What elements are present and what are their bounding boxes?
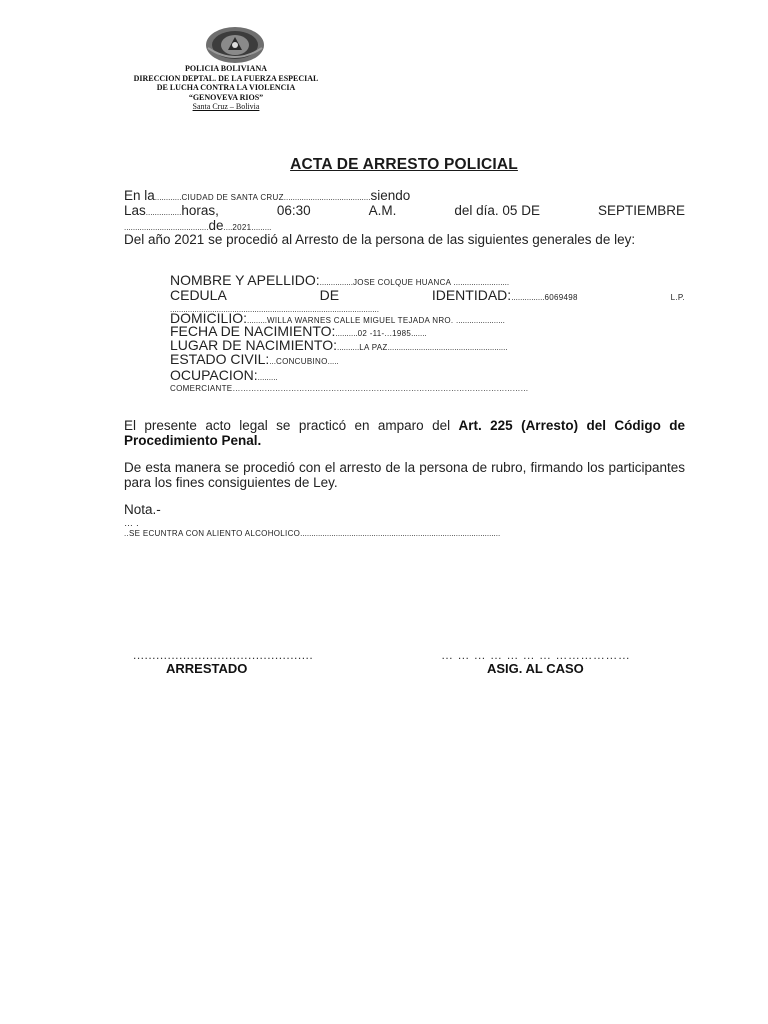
note-dots-2: .......................................................................................... (300, 529, 501, 538)
field-address-dots-2: ...................... (455, 316, 505, 325)
header-location: Santa Cruz – Bolivia (192, 102, 260, 111)
institution-header (110, 64, 342, 112)
field-address-label: DOMICILIO: (170, 310, 248, 326)
note-value: ..SE ECUNTRA CON ALIENTO ALCOHOLICO (124, 529, 301, 538)
header-line-3: DE LUCHA CONTRA LA VIOLENCIA (156, 83, 296, 92)
intro-dots-2: ....................................... (283, 193, 371, 202)
legal-text: El presente acto legal se practicó en amparo del (124, 418, 459, 433)
signature-line-detainee: ............................................... (133, 648, 314, 662)
field-occupation-dots-2: ………………………………………………………………………………………………… (232, 384, 529, 393)
field-ci-label-3: IDENTIDAD: (431, 287, 512, 303)
field-name-dots-2: ......................... (451, 278, 510, 287)
field-birth-date-label: FECHA DE NACIMIENTO: (170, 323, 336, 339)
signature-label-officer: ASIG. AL CASO (487, 661, 584, 676)
header-line-1: POLICIA BOLIVIANA (184, 64, 267, 73)
intro-dots-4: ...................................... (124, 223, 209, 232)
intro-dots-3: ................ (145, 208, 182, 217)
field-name-dots: ............... (319, 278, 353, 287)
field-ci-dots: ............... (511, 293, 545, 302)
field-birth-date-value: 02 -11-...1985 (357, 329, 412, 338)
field-occupation-label: OCUPACION: (170, 367, 258, 383)
intro-dots-6: ......... (251, 223, 272, 232)
field-birth-place-dots: .......... (337, 343, 360, 352)
signature-label-detainee: ARRESTADO (166, 661, 248, 676)
police-seal-icon (204, 26, 266, 64)
field-occupation-row-2 (170, 379, 528, 397)
note-line (124, 524, 685, 541)
field-civil-status-dots: ... (269, 357, 276, 366)
intro-city: CIUDAD DE SANTA CRUZ (181, 193, 284, 202)
field-civil-status-label: ESTADO CIVIL: (170, 351, 270, 367)
field-name-label: NOMBRE Y APELLIDO: (170, 272, 320, 288)
field-address-value: WILLA WARNES CALLE MIGUEL TEJADA NRO. (267, 316, 456, 325)
intro-siendo: siendo (370, 188, 411, 203)
intro-sentence: Del año 2021 se procedió al Arresto de la persona de las siguientes generales de ley: (124, 232, 636, 247)
intro-las: Las (124, 203, 146, 218)
field-birth-date-dots-2: ....... (411, 329, 427, 338)
intro-am: A.M. (368, 203, 397, 218)
field-ci-label-1: CEDULA (170, 287, 227, 303)
field-name-value: JOSE COLQUE HUANCA (353, 278, 452, 287)
intro-year: 2021 (232, 223, 252, 232)
intro-day: 05 (502, 203, 518, 218)
intro-en-la: En la (124, 188, 155, 203)
field-birth-date-dots: .......... (335, 329, 358, 338)
field-civil-status-value: CONCUBINO (276, 357, 328, 366)
document-title: ACTA DE ARRESTO POLICIAL (290, 156, 518, 173)
intro-dots-5: .... (223, 223, 233, 232)
intro-time: 06:30 (276, 203, 311, 218)
field-ci-extension: L.P. (670, 293, 685, 302)
intro-dots-1: ............ (154, 193, 182, 202)
intro-del-dia: del día. (454, 203, 499, 218)
field-civil-status-dots-2: ..... (327, 357, 339, 366)
intro-horas: horas, (181, 203, 219, 218)
header-line-2: DIRECCION DEPTAL. DE LA FUERZA ESPECIAL (133, 73, 319, 83)
field-address-dots: ......... (247, 316, 268, 325)
field-occupation-dots: ......... (257, 373, 278, 382)
field-birth-place-label: LUGAR DE NACIMIENTO: (170, 337, 337, 353)
field-birth-place-value: LA PAZ (359, 343, 388, 352)
field-ci-value: 6069498 (544, 293, 578, 302)
field-ci-dots-2: .............................................................................................. (170, 305, 379, 314)
closing-paragraph: De esta manera se procedió con el arresto de la persona de rubro, firmando los participantes para los fines consiguientes de Ley. (124, 460, 685, 490)
header-line-4: “GENOVEVA RIOS” (188, 92, 264, 102)
intro-month: SEPTIEMBRE (597, 203, 685, 218)
note-dots: … . (124, 518, 139, 528)
intro-de-2: de (208, 218, 224, 233)
field-occupation-value: COMERCIANTE (170, 384, 233, 393)
legal-article: Art. 225 (Arresto) del Código de Procedimiento Penal. (124, 418, 686, 448)
signature-line-officer: … … … … … … … ……………… (441, 648, 631, 662)
intro-de: DE (521, 203, 540, 218)
field-ci-label-2: DE (319, 287, 340, 303)
field-birth-place-dots-2: ...................................................... (387, 343, 508, 352)
note-label: Nota.- (124, 502, 161, 517)
legal-paragraph (124, 418, 685, 448)
